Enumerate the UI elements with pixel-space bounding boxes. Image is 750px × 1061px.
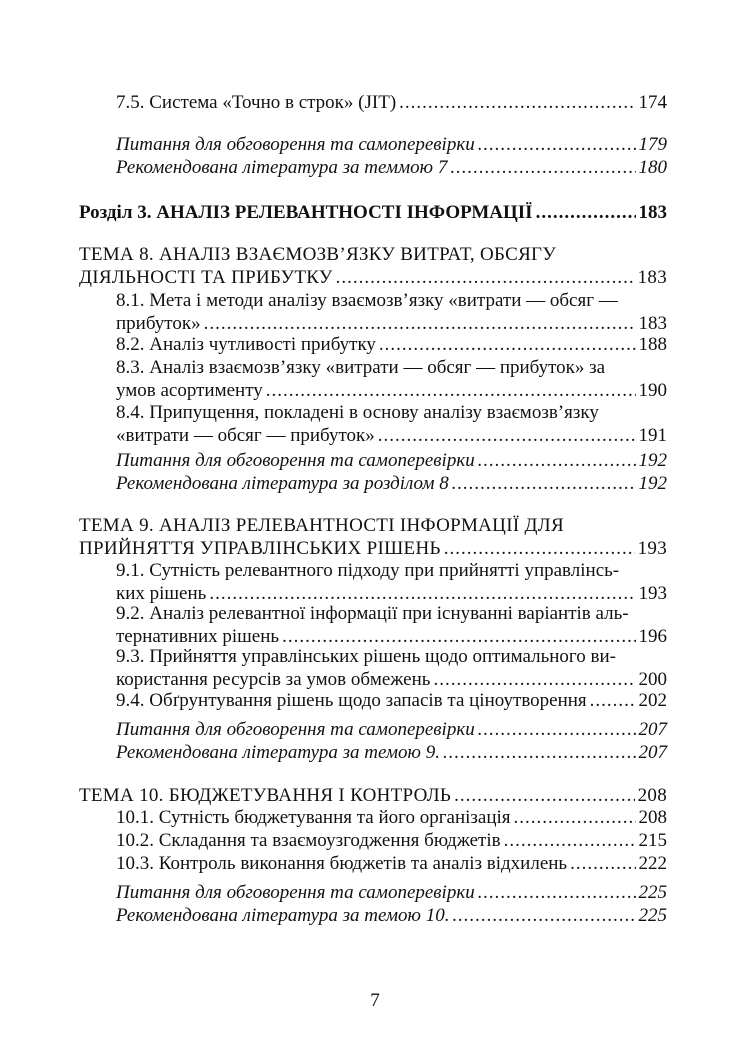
dot-leader <box>452 904 635 927</box>
toc-entry-title-line2: умов асортименту <box>116 380 263 401</box>
toc-entry-title: 8.2. Аналіз чутливості прибутку <box>116 334 376 355</box>
toc-entry-8-3[interactable] <box>116 356 667 402</box>
toc-entry-theme-9[interactable] <box>79 514 667 560</box>
toc-entry-title-line1: 9.2. Аналіз релевантної інформації при існуванні варіантів аль- <box>116 603 629 624</box>
dot-leader <box>443 741 636 764</box>
dot-leader <box>379 333 636 356</box>
toc-entry-title-line2: «витрати — обсяг — прибуток» <box>116 425 375 446</box>
toc-page-number: 208 <box>638 807 667 828</box>
toc-page-number: 188 <box>638 334 667 355</box>
page-number: 7 <box>370 990 380 1011</box>
toc-page-number: 192 <box>638 473 667 494</box>
toc-entry-title: Розділ 3. АНАЛІЗ РЕЛЕВАНТНОСТІ ІНФОРМАЦІЇ <box>79 202 533 223</box>
dot-leader <box>452 472 636 495</box>
toc-entry-title: Рекомендована література за темою 10. <box>116 905 450 926</box>
toc-entry-title-line2: ких рішень <box>116 583 207 604</box>
toc-entry-8-2[interactable] <box>116 333 667 356</box>
toc-page-number: 196 <box>638 626 667 647</box>
toc-entry-questions-8[interactable] <box>116 449 667 472</box>
toc-entry-title-line1: 8.1. Мета і методи аналізу взаємозв’язку «витрати — обсяг — <box>116 290 618 311</box>
toc-page-number: 193 <box>638 583 667 604</box>
toc-entry-title: 10.1. Сутність бюджетування та його організація <box>116 807 511 828</box>
toc-entry-questions-10[interactable] <box>116 881 667 904</box>
toc-entry-title: 7.5. Система «Точно в строк» (JIT) <box>116 92 397 113</box>
toc-page-number: 222 <box>638 853 667 874</box>
toc-entry-9-2[interactable] <box>116 602 667 648</box>
toc-entry-title: Питання для обговорення та самоперевірки <box>116 450 475 471</box>
toc-entry-literature-8[interactable] <box>116 472 667 495</box>
toc-entry-title: Рекомендована література за темою 9. <box>116 742 440 763</box>
toc-entry-title-line2: користання ресурсів за умов обмежень <box>116 669 431 690</box>
toc-page-number: 207 <box>638 742 667 763</box>
dot-leader <box>514 806 636 829</box>
toc-page-number: 190 <box>638 380 667 401</box>
dot-leader <box>504 829 636 852</box>
dot-leader <box>450 156 635 179</box>
toc-entry-title: ТЕМА 10. БЮДЖЕТУВАННЯ І КОНТРОЛЬ <box>79 785 452 806</box>
dot-leader <box>590 689 636 712</box>
toc-entry-title-line1: 8.3. Аналіз взаємозв’язку «витрати — обсяг — прибуток» за <box>116 357 606 378</box>
dot-leader <box>399 91 635 114</box>
toc-entry-theme-10[interactable] <box>79 784 667 807</box>
toc-page-number: 225 <box>638 905 667 926</box>
toc-page-number: 183 <box>638 313 667 334</box>
toc-entry-theme-8[interactable] <box>79 243 667 289</box>
toc-entry-title-line2: ПРИЙНЯТТЯ УПРАВЛІНСЬКИХ РІШЕНЬ <box>79 538 441 559</box>
toc-page-number: 193 <box>637 538 667 559</box>
toc-entry-title-line2: прибуток» <box>116 313 201 334</box>
toc-entry-questions-9[interactable] <box>116 718 667 741</box>
toc-entry-8-4[interactable] <box>116 401 667 447</box>
dot-leader <box>478 133 636 156</box>
toc-entry-literature-7[interactable] <box>116 156 667 179</box>
toc-entry-title: 10.3. Контроль виконання бюджетів та аналіз відхилень <box>116 853 568 874</box>
toc-page-number: 191 <box>638 425 667 446</box>
toc-page-number: 200 <box>638 669 667 690</box>
toc-entry-questions-7[interactable] <box>116 133 667 156</box>
toc-entry-10-2[interactable] <box>116 829 667 852</box>
toc-entry-title-line1: 8.4. Припущення, покладені в основу аналізу взаємозв’язку <box>116 402 599 423</box>
toc-entry-title-line1: 9.1. Сутність релевантного підходу при прийнятті управлінсь- <box>116 560 620 581</box>
dot-leader <box>536 201 636 224</box>
dot-leader <box>378 424 636 447</box>
toc-entry-10-1[interactable] <box>116 806 667 829</box>
toc-page-number: 208 <box>637 785 667 806</box>
toc-page-number: 183 <box>638 202 667 223</box>
dot-leader <box>204 312 636 335</box>
toc-entry-title: Питання для обговорення та самоперевірки <box>116 134 475 155</box>
dot-leader <box>570 852 635 875</box>
toc-entry-title-line1: 9.3. Прийняття управлінських рішень щодо оптимального ви- <box>116 646 616 667</box>
toc-page-number: 202 <box>638 690 667 711</box>
toc-page-number: 192 <box>638 450 667 471</box>
toc-entry-9-3[interactable] <box>116 645 667 691</box>
toc-page-number: 179 <box>638 134 667 155</box>
dot-leader <box>444 537 635 560</box>
toc-entry-title: 9.4. Обґрунтування рішень щодо запасів та ціноутворення <box>116 690 587 711</box>
dot-leader <box>478 881 636 904</box>
toc-entry-title-line2: тернативних рішень <box>116 626 280 647</box>
toc-entry-title-line1: ТЕМА 9. АНАЛІЗ РЕЛЕВАНТНОСТІ ІНФОРМАЦІЇ ДЛЯ <box>79 515 564 536</box>
toc-entry-title-line2: ДІЯЛЬНОСТІ ТА ПРИБУТКУ <box>79 267 333 288</box>
toc-entry-10-3[interactable] <box>116 852 667 875</box>
dot-leader <box>454 784 635 807</box>
toc-page-number: 183 <box>637 267 667 288</box>
toc-entry-section-3[interactable] <box>79 201 667 224</box>
toc-entry-literature-9[interactable] <box>116 741 667 764</box>
toc-entry-title: Питання для обговорення та самоперевірки <box>116 882 475 903</box>
toc-page-number: 225 <box>638 882 667 903</box>
toc-entry-title: Рекомендована література за теммою 7 <box>116 157 448 178</box>
toc-page-number: 174 <box>638 92 667 113</box>
toc-entry-title-line1: ТЕМА 8. АНАЛІЗ ВЗАЄМОЗВ’ЯЗКУ ВИТРАТ, ОБСЯГУ <box>79 244 557 265</box>
dot-leader <box>336 266 635 289</box>
toc-entry-8-1[interactable] <box>116 289 667 335</box>
toc-page-number: 180 <box>638 157 667 178</box>
toc-entry-title: Рекомендована література за розділом 8 <box>116 473 449 494</box>
dot-leader <box>478 449 636 472</box>
toc-page-number: 207 <box>638 719 667 740</box>
toc-entry-9-1[interactable] <box>116 559 667 605</box>
toc-entry-title: 10.2. Складання та взаємоузгодження бюджетів <box>116 830 501 851</box>
toc-entry-9-4[interactable] <box>116 689 667 712</box>
toc-entry-literature-10[interactable] <box>116 904 667 927</box>
dot-leader <box>478 718 636 741</box>
toc-entry-title: Питання для обговорення та самоперевірки <box>116 719 475 740</box>
toc-entry-7-5[interactable] <box>116 91 667 114</box>
dot-leader <box>266 379 636 402</box>
dot-leader <box>433 668 635 691</box>
toc-page-number: 215 <box>638 830 667 851</box>
